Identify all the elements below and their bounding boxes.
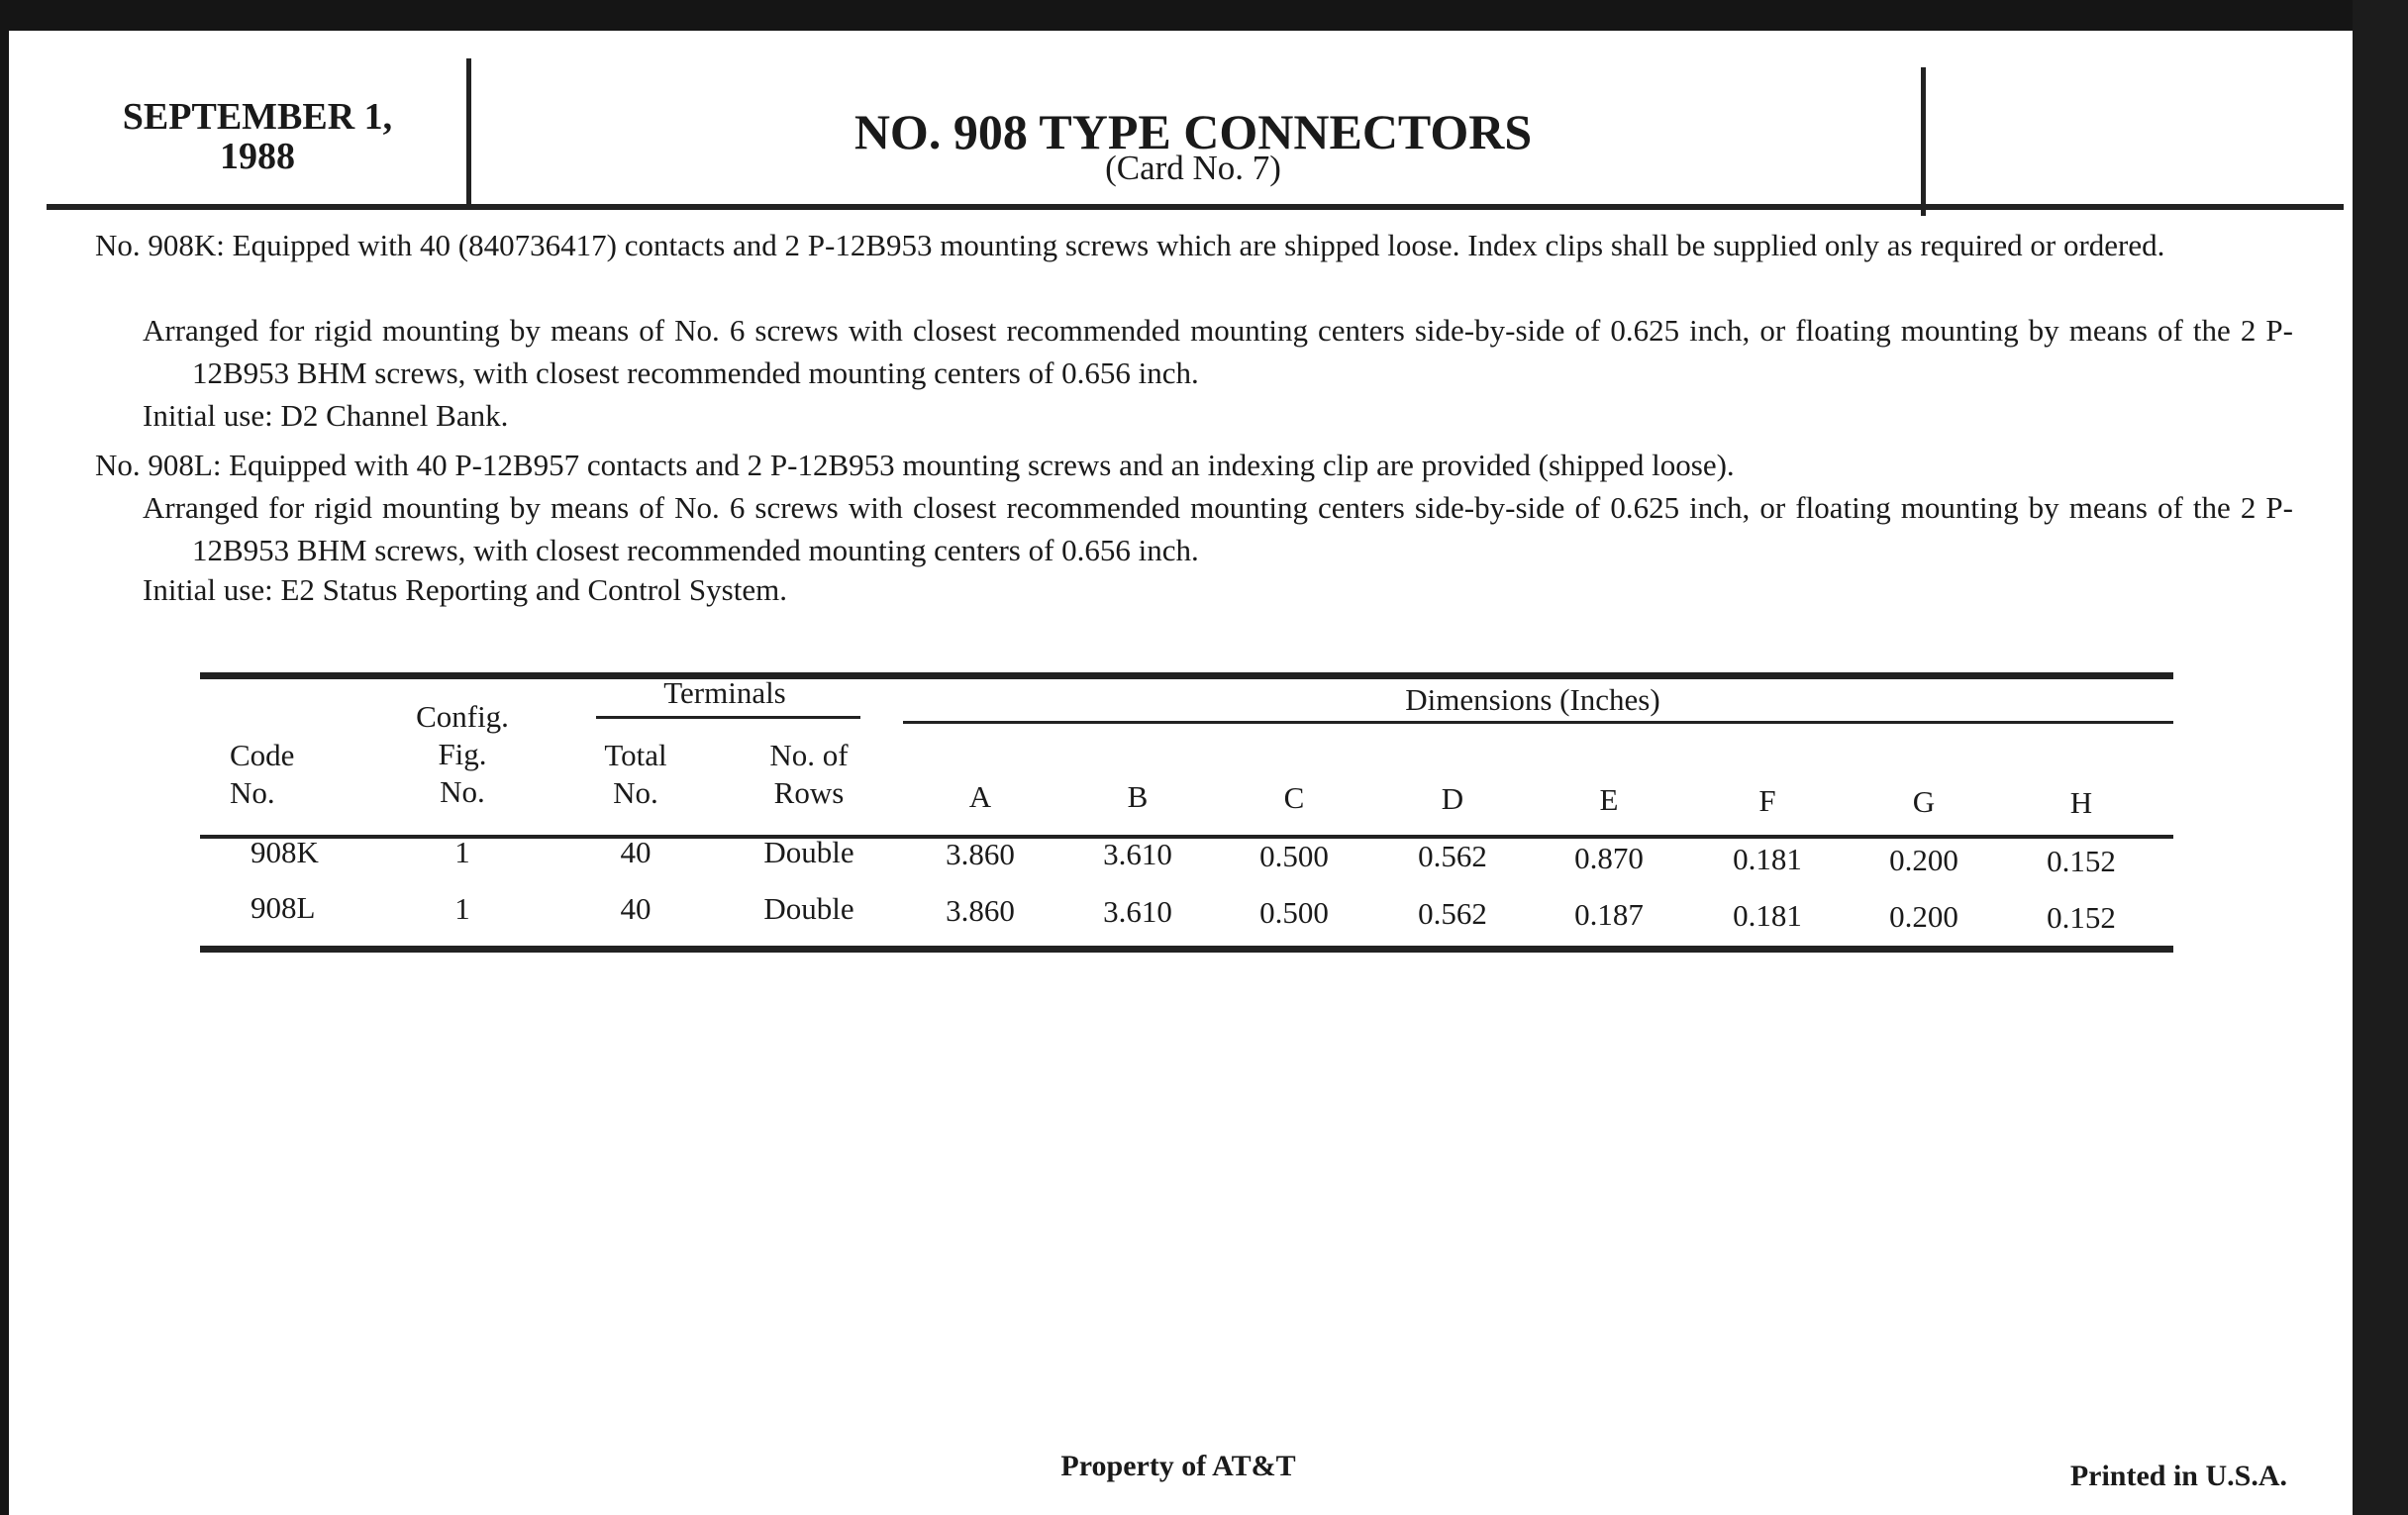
header-config-line2: Fig. — [438, 737, 487, 771]
table-bottom-rule — [200, 946, 2173, 953]
description-908l: No. 908L: Equipped with 40 P-12B957 contacts and 2 P-12B953 mounting screws and an indexing clip are provided (shipped loose). — [95, 448, 1735, 482]
cell-config: 1 — [454, 891, 470, 926]
header-rows — [720, 737, 898, 812]
cell-b: 3.610 — [1103, 837, 1172, 871]
mounting-908l: Arranged for rigid mounting by means of No. 6 screws with closest recommended mounting centers side-by-side of 0.625 inch, or floating mounting by means of the 2 P-12B953 BHM screws, with closest recommended mounting centers of 0.656 inch. — [143, 490, 2293, 567]
header-code — [230, 737, 349, 812]
cell-b: 3.610 — [1103, 894, 1172, 929]
cell-rows: Double — [763, 835, 854, 869]
terminals-rule — [596, 716, 860, 719]
header-code-line2: No. — [230, 775, 275, 810]
header-total-line1: Total — [604, 738, 667, 772]
card-number: (Card No. 7) — [1105, 149, 1281, 187]
mounting-908k: Arranged for rigid mounting by means of No. 6 screws with closest recommended mounting centers side-by-side of 0.625 inch, or floating mounting by means of the 2 P-12B953 BHM screws, with closest recommended mounting centers of 0.656 inch. — [143, 313, 2293, 390]
cell-rows: Double — [763, 891, 854, 926]
header-config-line3: No. — [440, 774, 485, 809]
cell-d: 0.562 — [1418, 896, 1487, 931]
cell-e: 0.870 — [1574, 841, 1644, 875]
header-dim-b: B — [1127, 779, 1149, 814]
property-notice: Property of AT&T — [1060, 1450, 1296, 1482]
header-dim-d: D — [1441, 781, 1464, 816]
scan-border-right — [2353, 0, 2408, 1515]
cell-f: 0.181 — [1733, 898, 1802, 933]
cell-d: 0.562 — [1418, 839, 1487, 873]
header-dim-g: G — [1912, 784, 1936, 819]
header-code-line1: Code — [230, 738, 295, 772]
header-divider-left — [466, 58, 471, 207]
cell-a: 3.860 — [946, 893, 1015, 928]
cell-h: 0.152 — [2047, 900, 2116, 935]
header-divider-right — [1921, 67, 1926, 216]
initial-use-908k: Initial use: D2 Channel Bank. — [143, 398, 509, 433]
header-dim-e: E — [1599, 782, 1619, 817]
page-title: NO. 908 TYPE CONNECTORS — [853, 104, 1533, 159]
date — [69, 97, 446, 176]
cell-total: 40 — [620, 835, 652, 869]
cell-g: 0.200 — [1889, 899, 1958, 934]
header-dim-a: A — [968, 779, 992, 814]
header-dim-h: H — [2069, 785, 2093, 820]
cell-total: 40 — [620, 891, 652, 926]
initial-use-908l: Initial use: E2 Status Reporting and Control System. — [143, 572, 787, 607]
header-rows-line1: No. of — [769, 738, 849, 772]
cell-e: 0.187 — [1574, 897, 1644, 932]
cell-code: 908L — [251, 890, 316, 925]
cell-g: 0.200 — [1889, 843, 1958, 877]
cell-c: 0.500 — [1259, 839, 1329, 873]
description-908k: No. 908K: Equipped with 40 (840736417) contacts and 2 P-12B953 mounting screws which are shipped loose. Index clips shall be supplied only as required or ordered. — [95, 228, 2165, 262]
cell-h: 0.152 — [2047, 844, 2116, 878]
header-rows-line2: Rows — [773, 775, 845, 810]
date-line-2: 1988 — [220, 136, 295, 177]
group-header-terminals: Terminals — [663, 675, 786, 710]
header-total-line2: No. — [613, 775, 658, 810]
cell-code: 908K — [251, 835, 319, 869]
cell-c: 0.500 — [1259, 895, 1329, 930]
header-config — [373, 698, 552, 811]
date-line-1: SEPTEMBER 1, — [122, 96, 393, 138]
cell-config: 1 — [454, 835, 470, 869]
header-total — [547, 737, 725, 812]
dimensions-rule — [903, 721, 2173, 724]
header-config-line1: Config. — [416, 699, 509, 734]
header-dim-f: F — [1758, 783, 1776, 818]
scan-border-left — [0, 0, 9, 1515]
scan-border-top — [0, 0, 2408, 31]
header-rule — [47, 204, 2344, 210]
table-top-rule — [200, 672, 2173, 679]
header-dim-c: C — [1283, 780, 1305, 815]
cell-f: 0.181 — [1733, 842, 1802, 876]
cell-a: 3.860 — [946, 837, 1015, 871]
group-header-dimensions: Dimensions (Inches) — [1405, 682, 1660, 717]
printed-notice: Printed in U.S.A. — [2069, 1460, 2287, 1492]
